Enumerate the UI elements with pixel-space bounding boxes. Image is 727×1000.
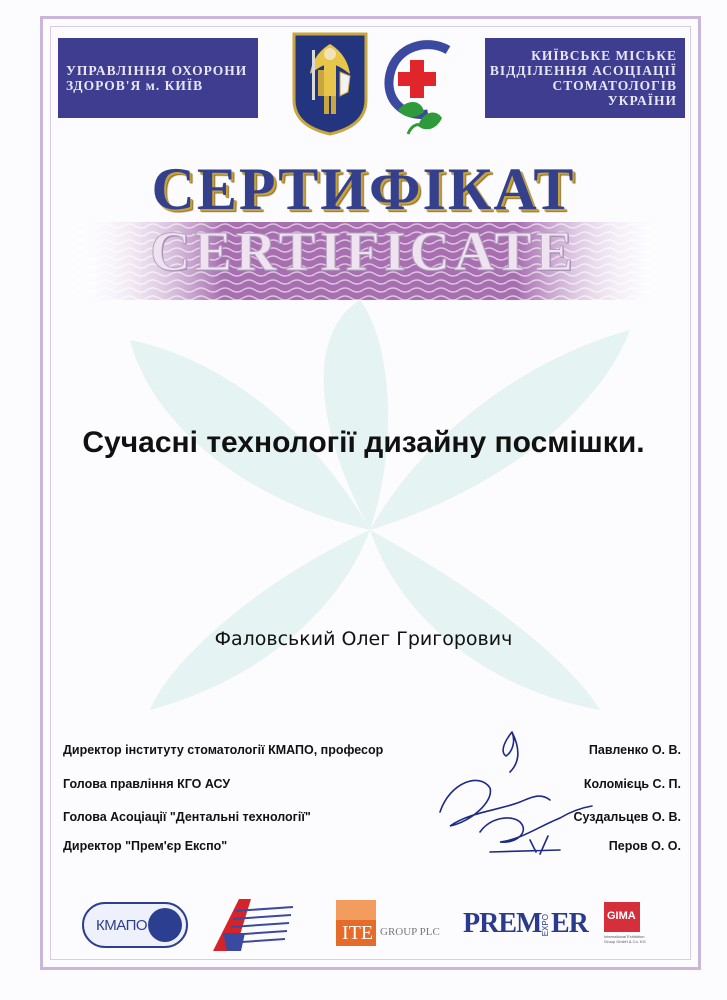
header-right-line: КИЇВСЬКЕ МІСЬКЕ [531, 48, 677, 63]
certificate-title-ua: СЕРТИФІКАТ [151, 156, 576, 222]
header-left-line: ЗДОРОВ'Я м. КИЇВ [66, 78, 204, 93]
header-right-line: СТОМАТОЛОГІВ УКРАЇНИ [552, 78, 677, 108]
kmapo-logo [82, 902, 188, 948]
premier-expo-text: EXPO [541, 914, 550, 937]
header-right-line: ВІДДІЛЕННЯ АСОЦІАЦІЇ [489, 63, 677, 78]
kmapo-logo-text: КМАПО [96, 916, 148, 934]
ite-logo-subtext: GROUP PLC [380, 926, 440, 938]
ite-logo [336, 900, 446, 948]
gima-logo-text: GIMA [607, 910, 636, 922]
kmapo-seal-icon [148, 908, 182, 942]
asu-logo-icon [205, 895, 295, 953]
signatory-position: Директор інституту стоматології КМАПО, професор [63, 743, 384, 757]
handwritten-signature [420, 722, 600, 862]
gima-logo-subtext: International Exhibition Group GmbH & Co. KG [604, 934, 646, 944]
premier-expo-logo [463, 908, 587, 944]
premier-logo-text: PREM [463, 908, 542, 939]
certificate-title-en: CERTIFICATE [150, 221, 577, 283]
header-left-line: УПРАВЛІННЯ ОХОРОНИ [66, 63, 248, 78]
gima-logo [604, 902, 656, 952]
ite-logo-text: ITE [342, 922, 374, 944]
premier-logo-text-end: ER [551, 908, 588, 939]
signatory-name: Коломієць С. П. [583, 777, 681, 791]
leaf-watermark [60, 300, 680, 720]
signatory-position: Голова Асоціації "Дентальні технології" [63, 810, 311, 824]
recipient-name: Фаловський Олег Григорович [214, 628, 513, 650]
header-left-org [58, 38, 258, 118]
signatory-position: Голова правління КГО АСУ [63, 777, 231, 791]
sponsor-logos [0, 890, 727, 960]
signatory-name: Перов О. О. [608, 839, 681, 853]
dental-association-logo-icon [378, 38, 468, 138]
signatory-name: Павленко О. В. [588, 743, 681, 757]
signatory-name: Суздальцев О. В. [573, 810, 681, 824]
signatory-position: Директор "Прем'єр Експо" [63, 839, 228, 853]
header-right-org [485, 38, 685, 118]
kyiv-emblem-icon [290, 30, 370, 136]
course-title: Сучасні технології дизайну посмішки. [82, 426, 645, 459]
